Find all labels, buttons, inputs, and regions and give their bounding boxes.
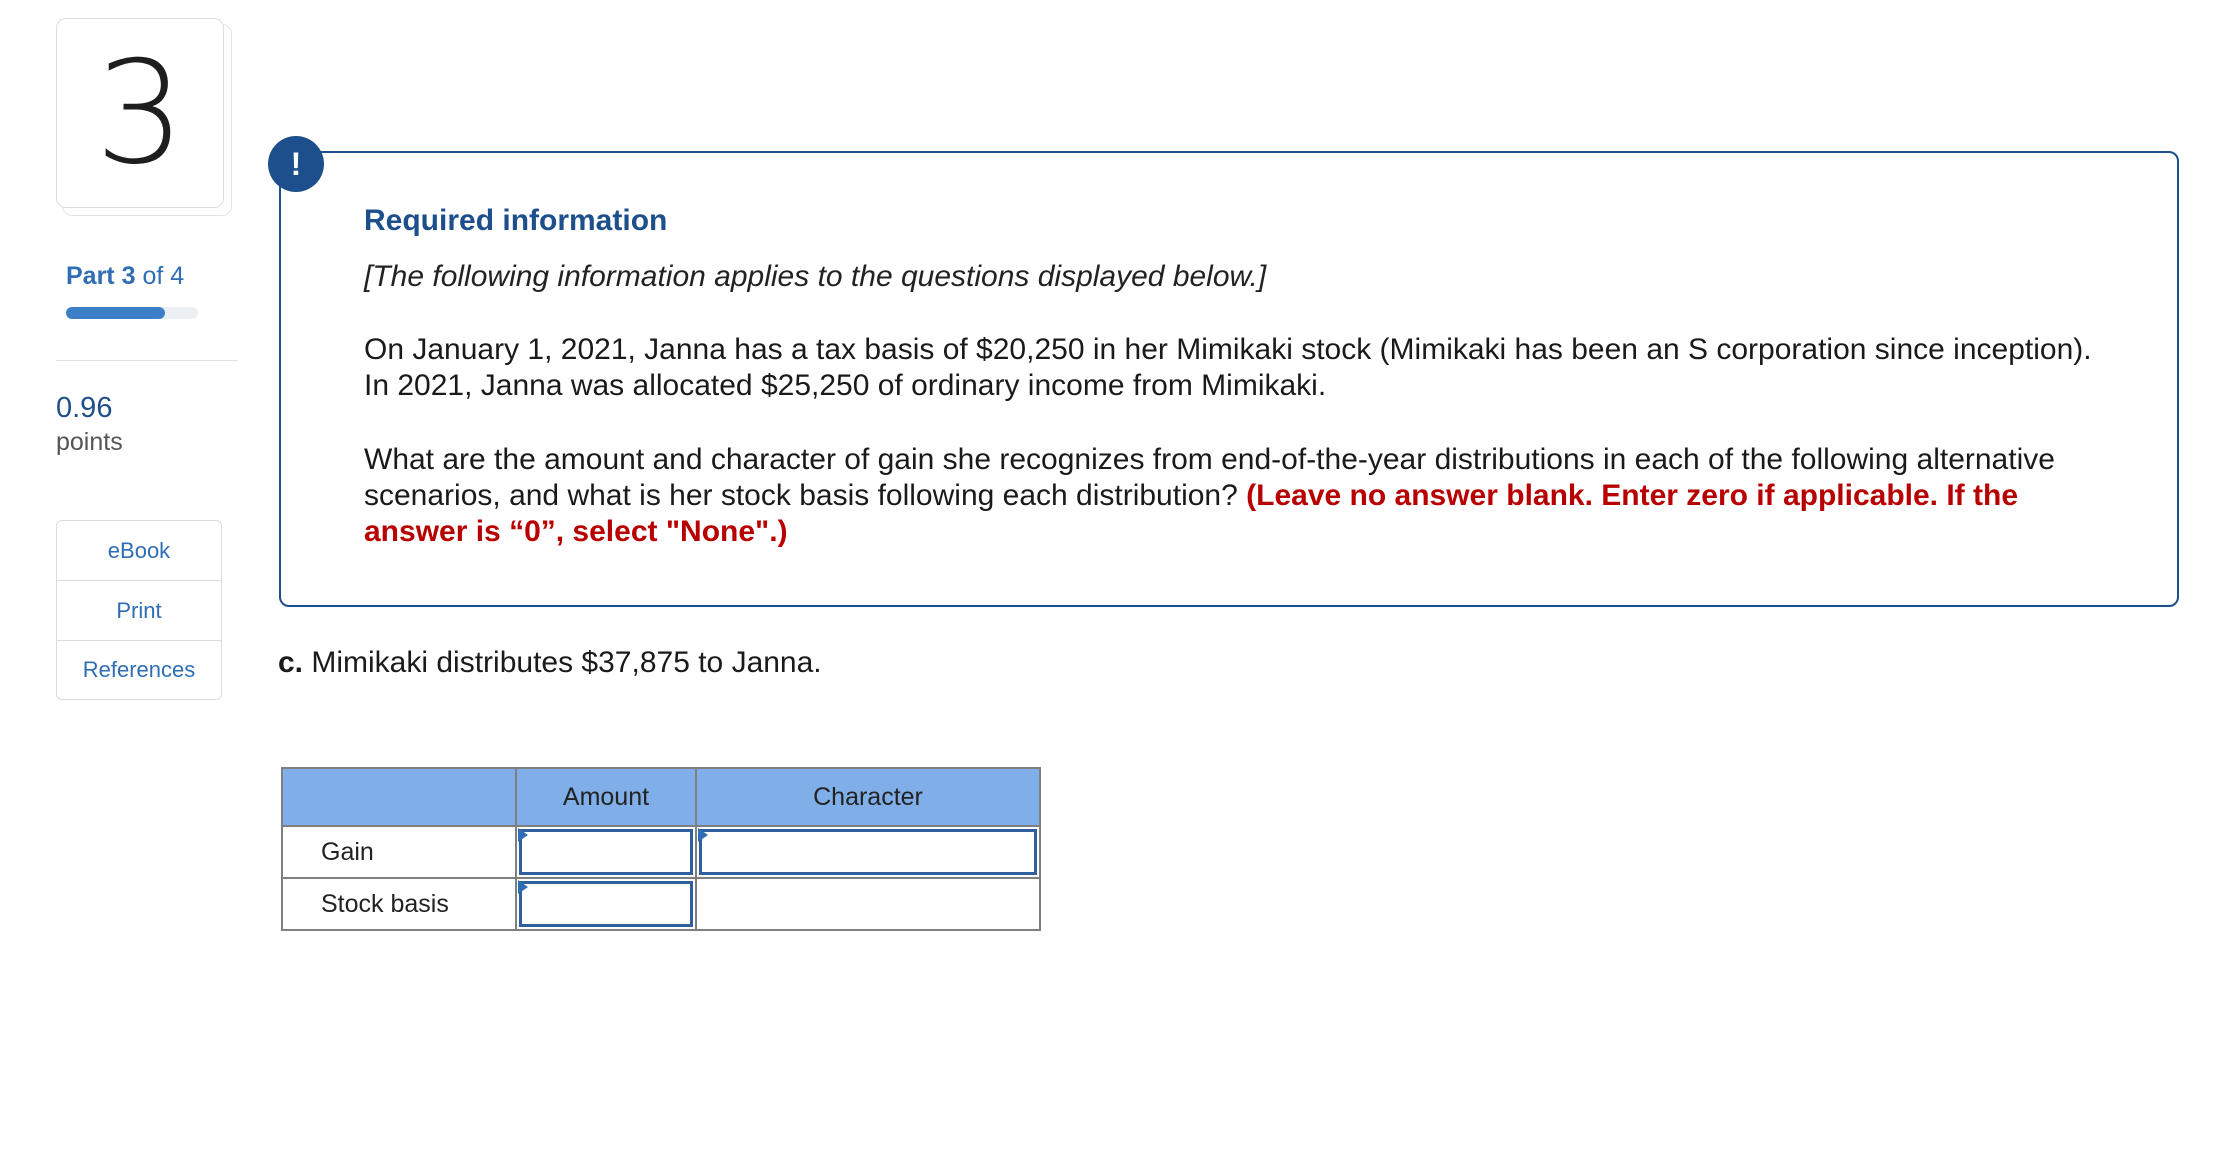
part-label: Part — [66, 262, 115, 290]
ebook-link[interactable]: eBook — [57, 521, 221, 581]
header-character: Character — [696, 768, 1040, 826]
question-text: Mimikaki distributes $37,875 to Janna. — [311, 646, 822, 679]
part-indicator — [66, 262, 184, 291]
header-blank — [282, 768, 516, 826]
stock-basis-amount-input-wrap — [519, 881, 693, 927]
input-marker-icon — [518, 880, 528, 894]
part-progress-bar — [66, 307, 198, 319]
row-label-stock-basis: Stock basis — [282, 878, 516, 930]
part-current: 3 — [121, 262, 136, 290]
table-row-stock-basis — [282, 878, 1040, 930]
points-label: points — [56, 428, 123, 456]
input-marker-icon — [518, 828, 528, 842]
question-number: 3 — [56, 18, 224, 208]
info-paragraph-2 — [364, 442, 2114, 550]
question-number-card — [56, 18, 232, 218]
question-letter: c. — [278, 646, 304, 679]
input-marker-icon — [698, 828, 708, 842]
part-progress-fill — [66, 307, 165, 319]
info-question-text: What are the amount and character of gain she recognizes from end-of-the-year distributions in each of the following alternative scenarios, and what is her stock basis following each distribution? — [364, 443, 2055, 512]
gain-amount-cell — [516, 826, 696, 878]
points-value: 0.96 — [56, 392, 113, 424]
info-warning: (Leave no answer blank. Enter zero if applicable. If the answer is “0”, select "None".) — [364, 479, 2019, 548]
gain-character-select-wrap — [699, 829, 1037, 875]
question-prompt — [278, 646, 822, 680]
print-link[interactable]: Print — [57, 581, 221, 641]
header-amount: Amount — [516, 768, 696, 826]
gain-character-select[interactable] — [702, 832, 1034, 872]
answer-table — [281, 767, 1041, 931]
gain-amount-input[interactable] — [522, 832, 690, 872]
stock-basis-amount-input[interactable] — [522, 884, 690, 924]
alert-icon: ! — [268, 136, 324, 192]
gain-character-cell — [696, 826, 1040, 878]
references-link[interactable]: References — [82, 657, 196, 682]
sidebar-divider — [56, 360, 238, 361]
part-total: 4 — [170, 262, 185, 290]
info-paragraph-1: On January 1, 2021, Janna has a tax basis of $20,250 in her Mimikaki stock (Mimikaki has been an S corporation since inception). In 2021, Janna was allocated $25,250 of ordinary income from Mimikaki. — [364, 333, 2092, 402]
row-label-gain: Gain — [282, 826, 516, 878]
info-title: Required information — [364, 204, 668, 237]
stock-basis-amount-cell — [516, 878, 696, 930]
part-of-label: of — [142, 262, 164, 290]
table-row-gain — [282, 826, 1040, 878]
table-header-row — [282, 768, 1040, 826]
stock-basis-character-cell — [696, 878, 1040, 930]
resource-tools — [56, 520, 222, 700]
gain-amount-input-wrap — [519, 829, 693, 875]
info-note: [The following information applies to the questions displayed below.] — [364, 260, 1267, 293]
